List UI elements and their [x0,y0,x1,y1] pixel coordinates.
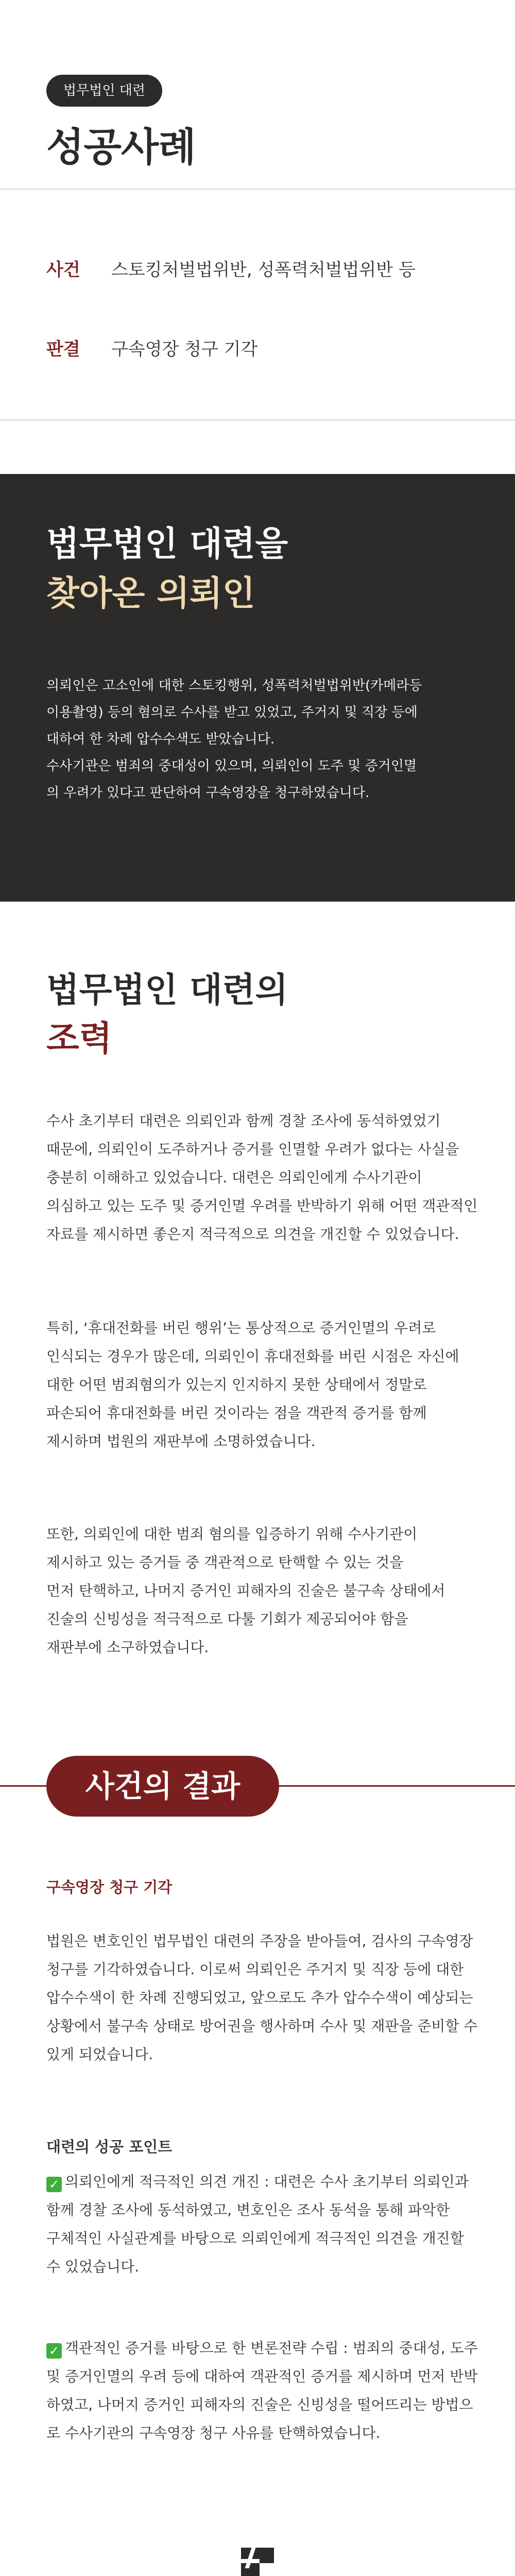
result-subtitle: 구속영장 청구 기각 [46,1878,173,1896]
check-mark-icon: ✓ [46,2177,62,2192]
body-line: 제시하고 있는 증거들 중 객관적으로 탄핵할 수 있는 것을 [46,1554,404,1571]
logo-stroke [241,2559,260,2563]
body-line: 수 있었습니다. [46,2258,140,2275]
firm-logo-icon [241,2548,274,2576]
body-line: 자료를 제시하면 좋은지 적극적으로 의견을 개진할 수 있었습니다. [46,1226,459,1243]
firm-badge: 법무법인 대련 [46,75,162,107]
divider [0,419,515,420]
body-line: 먼저 탄핵하고, 나머지 증거인 피해자의 진술은 불구속 상태에서 [46,1582,445,1599]
point-text: 의뢰인에게 적극적인 의견 개진 : 대련은 수사 초기부터 의뢰인과 [65,2173,469,2190]
body-line: 압수수색이 한 차례 진행되었고, 앞으로도 추가 압수수색이 예상되는 [46,1989,473,2006]
result-section-title: 사건의 결과 [46,1756,279,1817]
check-mark-icon: ✓ [46,2343,62,2359]
body-line: 있게 되었습니다. [46,2046,153,2063]
case-incident-row [46,255,416,281]
body-line: 의심하고 있는 도주 및 증거인멸 우려를 반박하기 위해 어떤 객관적인 [46,1197,478,1214]
body-line [46,2167,479,2196]
body-line: 하였고, 나머지 증거인 피해자의 진술은 신빙성을 떨어뜨리는 방법으 [46,2396,473,2413]
body-line: 및 증거인멸의 우려 등에 대하여 객관적인 증거를 제시하며 먼저 반박 [46,2368,478,2385]
body-line: 이용촬영) 등의 혐의로 수사를 받고 있었고, 주거지 및 직장 등에 [46,705,418,720]
body-line: 의 우려가 있다고 판단하여 구속영장을 청구하였습니다. [46,785,370,801]
body-line: 대한 어떤 범죄혐의가 있는지 인지하지 못한 상태에서 정말로 [46,1376,427,1393]
success-point-2 [46,2334,479,2447]
page-header [0,0,515,189]
body-line: 특히, ‘휴대전화를 버린 행위’는 통상적으로 증거인멸의 우려로 [46,1319,436,1336]
logo-block [260,2563,274,2576]
effort-section-subtitle: 조력 [46,1019,112,1058]
case-ruling-row [46,334,258,360]
client-section-subtitle: 찾아온 의뢰인 [46,573,255,613]
page-title: 성공사례 [46,124,196,170]
body-line: 진술의 신빙성을 적극적으로 다툴 기회가 제공되어야 함을 [46,1611,408,1628]
success-point-1 [46,2167,479,2281]
client-section [0,474,515,902]
body-line: 때문에, 의뢰인이 도주하거나 증거를 인멸할 우려가 없다는 사실을 [46,1141,459,1158]
body-line: 청구를 기각하였습니다. 이로써 의뢰인은 주거지 및 직장 등에 대한 [46,1961,464,1978]
body-line: 인식되는 경우가 많은데, 의뢰인이 휴대전화를 버린 시점은 자신에 [46,1348,459,1365]
body-line: 제시하며 법원의 재판부에 소명하였습니다. [46,1433,316,1450]
effort-paragraph-1 [46,1107,479,1248]
point-text: 객관적인 증거를 바탕으로 한 변론전략 수립 : 범죄의 중대성, 도주 [65,2340,478,2357]
body-line: 로 수사기관의 구속영장 청구 사유를 탄핵하였습니다. [46,2425,381,2442]
body-line: 파손되어 휴대전화를 버린 것이라는 점을 객관적 증거를 함께 [46,1404,427,1421]
incident-label: 사건 [46,259,80,280]
effort-section-title: 법무법인 대련의 [46,970,288,1010]
body-line: 재판부에 소구하였습니다. [46,1639,209,1656]
divider [0,189,515,190]
success-points-title: 대련의 성공 포인트 [46,2138,173,2156]
body-line: 수사기관은 범죄의 중대성이 있으며, 의뢰인이 도주 및 증거인멸 [46,758,417,774]
client-section-body [46,672,479,806]
body-line: 대하여 한 차례 압수수색도 받았습니다. [46,732,275,747]
result-paragraph [46,1927,479,2069]
body-line: 또한, 의뢰인에 대한 범죄 혐의를 입증하기 위해 수사기관이 [46,1526,418,1543]
client-section-title: 법무법인 대련을 [46,524,288,564]
effort-paragraph-3 [46,1520,479,1662]
incident-value: 스토킹처벌법위반, 성폭력처벌법위반 등 [111,259,416,280]
ruling-value: 구속영장 청구 기각 [111,338,258,360]
body-line: 의뢰인은 고소인에 대한 스토킹행위, 성폭력처벌법위반(카메라등 [46,678,422,693]
body-line: 상황에서 불구속 상태로 방어권을 행사하며 수사 및 재판을 준비할 수 [46,2018,478,2035]
body-line: 수사 초기부터 대련은 의뢰인과 함께 경찰 조사에 동석하였었기 [46,1112,441,1129]
body-line: 함께 경찰 조사에 동석하였고, 변호인은 조사 동석을 통해 파악한 [46,2201,450,2218]
body-line: 법원은 변호인인 법무법인 대련의 주장을 받아들여, 검사의 구속영장 [46,1933,473,1950]
body-line [46,2334,479,2362]
effort-paragraph-2 [46,1314,479,1455]
ruling-label: 판결 [46,338,80,360]
body-line: 구체적인 사실관계를 바탕으로 의뢰인에게 적극적인 의견을 개진할 [46,2230,464,2247]
body-line: 충분히 이해하고 있었습니다. 대련은 의뢰인에게 수사기관이 [46,1169,422,1186]
logo-stroke [245,2548,256,2568]
